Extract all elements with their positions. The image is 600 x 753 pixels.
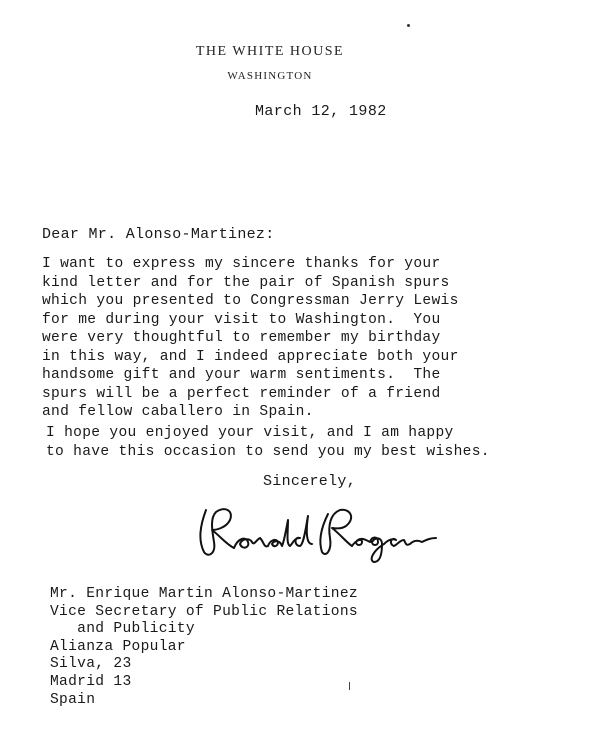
body-line: and fellow caballero in Spain. (42, 404, 314, 420)
paper-mark (349, 682, 350, 690)
body-line: in this way, and I indeed appreciate both your (42, 348, 459, 365)
body-paragraph-1 (42, 255, 459, 422)
letterhead-title: THE WHITE HOUSE (195, 44, 345, 59)
recipient-address (50, 586, 358, 709)
body-line: for me during your visit to Washington. You (42, 311, 441, 328)
body-line: spurs will be a perfect reminder of a friend (42, 385, 441, 402)
body-line: handsome gift and your warm sentiments. The (42, 367, 441, 383)
body-line: I hope you enjoyed your visit, and I am happy (46, 425, 454, 441)
letter-date: March 12, 1982 (255, 103, 387, 120)
body-line: which you presented to Congressman Jerry Lewis (42, 293, 459, 309)
address-line: Madrid 13 (50, 673, 132, 690)
paper-speck (407, 24, 410, 27)
address-line: Spain (50, 691, 96, 708)
closing: Sincerely, (263, 473, 357, 490)
body-line: I want to express my sincere thanks for your (42, 256, 441, 272)
body-line: to have this occasion to send you my best wishes. (46, 443, 490, 460)
body-line: kind letter and for the pair of Spanish spurs (42, 274, 450, 291)
salutation: Dear Mr. Alonso-Martinez: (42, 226, 275, 243)
address-line: and Publicity (50, 621, 195, 638)
handwritten-signature (190, 496, 450, 566)
body-paragraph-2 (46, 424, 490, 461)
body-line: were very thoughtful to remember my birthday (42, 330, 441, 346)
address-line: Alianza Popular (50, 638, 186, 655)
address-line: Vice Secretary of Public Relations (50, 603, 358, 620)
address-line: Mr. Enrique Martin Alonso-Martinez (50, 586, 358, 602)
address-line: Silva, 23 (50, 656, 132, 673)
letterhead-city: WASHINGTON (227, 70, 313, 82)
